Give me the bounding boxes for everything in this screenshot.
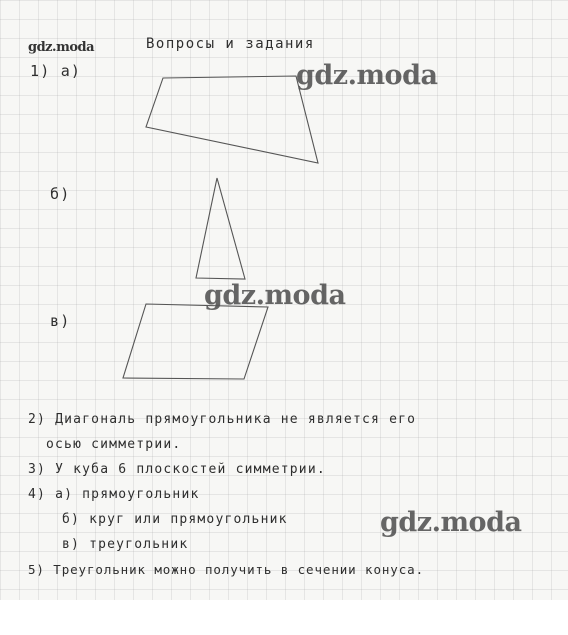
parallelogram-figure [123, 304, 268, 379]
task-1-a-label: 1) а) [30, 62, 82, 80]
answer-4-v: в) треугольник [62, 537, 189, 552]
watermark-middle: gdz.moda [204, 280, 346, 311]
watermark-top: gdz.moda [296, 60, 438, 91]
trapezoid-figure [146, 76, 318, 163]
answer-3: 3) У куба 6 плоскостей симметрии. [28, 462, 326, 477]
task-1-v-label: в) [50, 312, 71, 330]
answer-2-line-1: 2) Диагональ прямоугольника не является его [28, 412, 417, 427]
answer-4-b: б) круг или прямоугольник [62, 512, 288, 527]
isosceles-triangle-figure [196, 178, 245, 279]
answer-5: 5) Треугольник можно получить в сечении конуса. [28, 562, 425, 577]
page-margin [0, 600, 568, 635]
watermark-bottom: gdz.moda [380, 507, 522, 538]
answer-2-line-2: осью симметрии. [46, 437, 182, 452]
page-title: Вопросы и задания [146, 36, 315, 52]
watermark-corner: gdz.moda [28, 40, 95, 55]
task-1-b-label: б) [50, 185, 71, 203]
answer-4-a: 4) а) прямоугольник [28, 487, 200, 502]
